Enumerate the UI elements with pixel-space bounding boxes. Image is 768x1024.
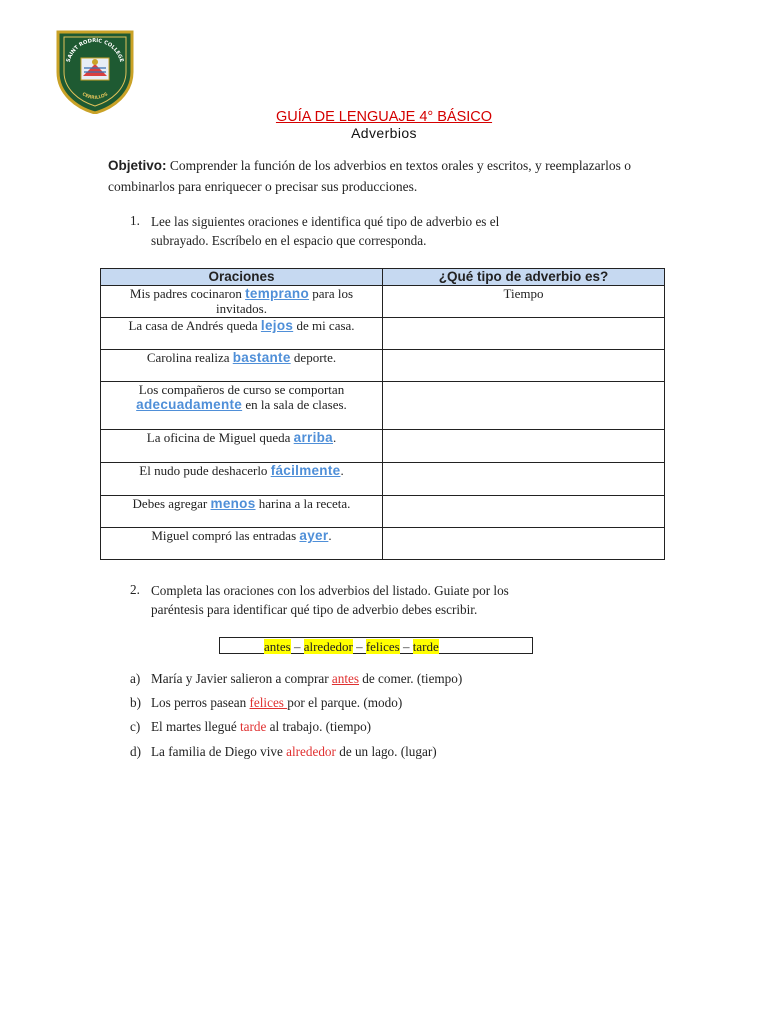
answer-cell[interactable]: [383, 350, 665, 382]
answer-cell[interactable]: [383, 463, 665, 496]
item-before: Los perros pasean: [151, 695, 250, 710]
word-separator: –: [399, 639, 413, 654]
answer-cell[interactable]: [383, 318, 665, 350]
adverb-word: arriba: [293, 430, 333, 445]
table-row: [101, 496, 665, 528]
instruction-1-line1: Lee las siguientes oraciones e identifica qué tipo de adverbio es el: [151, 214, 500, 229]
adverb-word: lejos: [260, 318, 294, 333]
table-row: [101, 528, 665, 560]
table-row: [101, 286, 665, 318]
sentence-cell: [101, 496, 383, 528]
objective-label: Objetivo:: [108, 158, 167, 173]
item-answer[interactable]: antes: [331, 671, 359, 686]
sentence-before: Carolina realiza: [146, 350, 233, 365]
instruction-1-number: 1.: [130, 213, 140, 228]
sentence-after: de mi casa.: [293, 318, 355, 333]
instruction-2-line2: paréntesis para identificar qué tipo de adverbio debes escribir.: [151, 602, 478, 617]
sentence-cell: [101, 382, 383, 430]
sentence-after: .: [340, 463, 344, 478]
sentence-before: Mis padres cocinaron: [129, 286, 246, 301]
logo-arc-bottom-text: CERRILLOS: [80, 92, 110, 101]
sentence-after: .: [328, 528, 332, 543]
sentence-after: .: [333, 430, 337, 445]
adverb-word: adecuadamente: [136, 397, 243, 412]
item-after: al trabajo. (tiempo): [266, 719, 372, 734]
item-before: María y Javier salieron a comprar: [151, 671, 332, 686]
answer-cell[interactable]: [383, 382, 665, 430]
sentence-after: deporte.: [290, 350, 337, 365]
item-letter: c): [130, 719, 141, 734]
word-separator: –: [352, 639, 366, 654]
answer-cell[interactable]: [383, 430, 665, 463]
item-after: de un lago. (lugar): [335, 744, 437, 759]
sentence-cell: [101, 286, 383, 318]
sentence-after: harina a la receta.: [255, 496, 351, 511]
word-list-box: [219, 637, 533, 654]
item-letter: a): [130, 671, 141, 686]
sentence-after: para los invitados.: [216, 286, 354, 316]
item-after: por el parque. (modo): [287, 695, 403, 710]
objective-paragraph: [108, 155, 683, 197]
adverb-word: bastante: [232, 350, 291, 365]
sentence-before: Los compañeros de curso se comportan: [138, 382, 345, 397]
page-subtitle: Adverbios: [351, 125, 417, 141]
table-row: [101, 318, 665, 350]
adverb-word: fácilmente: [270, 463, 341, 478]
sentence-cell: [101, 318, 383, 350]
adverb-word: menos: [210, 496, 256, 511]
item-letter: b): [130, 695, 141, 710]
sentence-before: La casa de Andrés queda: [128, 318, 261, 333]
logo-arc-top-text: SAINT RODRIC COLLEGE: [65, 37, 125, 64]
completion-item: [151, 671, 462, 687]
item-answer[interactable]: tarde: [239, 719, 267, 734]
item-answer[interactable]: felices: [249, 695, 288, 710]
sentence-cell: [101, 350, 383, 382]
sentence-cell: [101, 528, 383, 560]
table-row: [101, 463, 665, 496]
table-row: [101, 350, 665, 382]
word-separator: –: [290, 639, 304, 654]
completion-item: [151, 695, 402, 711]
word-list-item: felices: [365, 639, 400, 654]
word-list-item: antes: [264, 639, 291, 654]
sentence-before: Miguel compró las entradas: [151, 528, 300, 543]
instruction-2-line1: Completa las oraciones con los adverbios del listado. Guiate por los: [151, 583, 509, 598]
answer-cell[interactable]: [383, 528, 665, 560]
answer-cell[interactable]: [383, 496, 665, 528]
sentence-cell: [101, 430, 383, 463]
sentence-cell: [101, 463, 383, 496]
item-before: El martes llegué: [151, 719, 240, 734]
table-row: [101, 382, 665, 430]
adverb-table: [100, 268, 665, 560]
table-header-row: [101, 269, 665, 286]
item-after: de comer. (tiempo): [359, 671, 463, 686]
sentence-before: Debes agregar: [132, 496, 211, 511]
page-title: GUÍA DE LENGUAJE 4° BÁSICO: [275, 109, 493, 125]
sentence-before: El nudo pude deshacerlo: [139, 463, 271, 478]
answer-cell[interactable]: Tiempo: [383, 286, 665, 318]
objective-text: Comprender la función de los adverbios en textos orales y escritos, y reemplazarlos o combinarlos para enriquecer o precisar sus producciones.: [108, 158, 631, 194]
item-answer[interactable]: alrededor: [286, 744, 336, 759]
item-letter: d): [130, 744, 141, 759]
instruction-1-line2: subrayado. Escríbelo en el espacio que corresponda.: [151, 233, 427, 248]
adverb-word: temprano: [245, 286, 310, 301]
header-sentences: Oraciones: [101, 269, 383, 286]
item-before: La familia de Diego vive: [151, 744, 287, 759]
word-list-item: alrededor: [303, 639, 353, 654]
completion-item: [151, 744, 437, 760]
sentence-before: La oficina de Miguel queda: [146, 430, 294, 445]
school-crest-logo: [55, 28, 135, 114]
sentence-after: en la sala de clases.: [242, 397, 347, 412]
adverb-word: ayer: [299, 528, 329, 543]
header-adverb-type: ¿Qué tipo de adverbio es?: [383, 269, 665, 286]
instruction-2-number: 2.: [130, 582, 140, 597]
table-row: [101, 430, 665, 463]
word-list-item: tarde: [412, 639, 439, 654]
completion-item: [151, 719, 371, 735]
